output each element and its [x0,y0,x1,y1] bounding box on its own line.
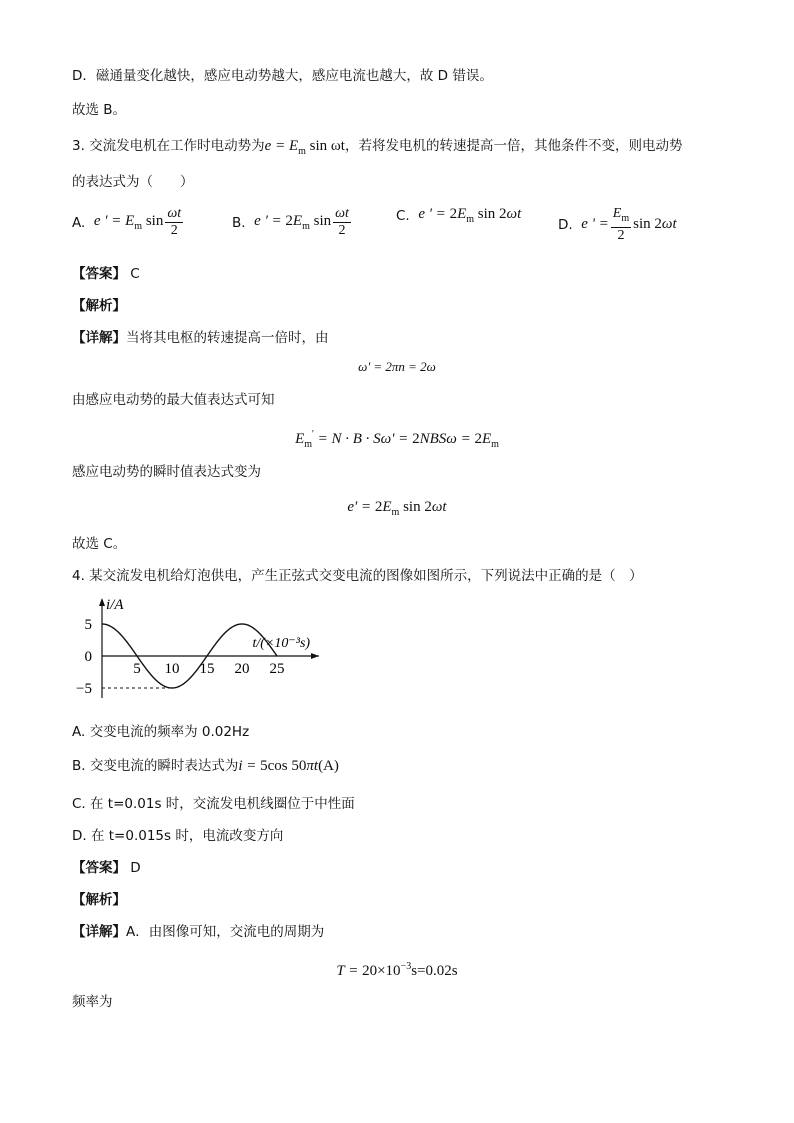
x-tick-label: 20 [234,661,250,677]
q3-detail: 【详解】当将其电枢的转速提高一倍时，由 [72,330,329,346]
q3-text2: 由感应电动势的最大值表达式可知 [72,392,275,408]
q3-option-a[interactable]: A. e ' = $E_m$ sin $\frac{\omega t}{2}$ [72,206,182,238]
q4-option-c[interactable]: C. 在 t=0.01s 时，交流发电机线圈位于中性面 [72,796,355,812]
q4-option-d[interactable]: D. 在 t=0.015s 时，电流改变方向 [72,828,284,844]
y-tick-label: −5 [76,681,92,697]
q3-stem-line2: 的表达式为（ ） [72,174,194,190]
option-c-label: C. [396,207,410,224]
option-a-label: A. [72,214,86,231]
option-d-label: D. [558,216,573,233]
q4-stem: 4. 某交流发电机给灯泡供电，产生正弦式交变电流的图像如图所示，下列说法中正确的是（ ） [72,568,643,584]
y-tick-label: 0 [84,649,92,665]
option-b-label: B. [232,214,246,231]
q4-option-b[interactable]: B. 交变电流的瞬时表达式为i = 5cos 50πt(A) [72,758,339,774]
q3-eq3: $e' = 2E_m$ sin 2ωt [347,499,447,518]
q2-conclusion: 故选 B。 [72,102,127,118]
q3-option-b[interactable]: B. e ' = $2E_m$ sin $\frac{\omega t}{2}$ [232,206,349,238]
x-tick-label: 10 [164,661,180,677]
y-axis-label: i/A [106,597,124,613]
q3-option-d[interactable]: D. e ' = $\frac{E_m}{2}$ sin 2ωt [558,206,677,243]
current-time-graph [62,594,362,706]
x-axis-label: t/(×10⁻³s) [252,636,311,651]
q2-option-d: D．磁通量变化越快，感应电动势越大，感应电流也越大，故 D 错误。 [72,68,493,84]
q3-stem-formula: $e = E_m$ sin ωt [264,138,345,157]
q3-conclusion: 故选 C。 [72,536,127,552]
x-tick-label: 5 [133,661,141,677]
q3-eq2: $E_m' = N \cdot B \cdot S\omega' = 2NBS\omega = 2E_m$ [295,429,499,450]
q4-option-a[interactable]: A. 交变电流的频率为 0.02Hz [72,724,250,740]
q4-analysis-tag: 【解析】 [72,892,126,908]
y-tick-label: 5 [84,617,92,633]
x-tick-label: 15 [199,661,215,677]
q3-answer: 【答案】 C [72,266,140,282]
q4-answer: 【答案】 D [72,860,141,876]
x-axis-arrow [311,653,319,659]
q3-option-c[interactable]: C. e ' = $2E_m$ sin 2ωt [396,206,522,225]
q3-stem-line1 [72,136,682,162]
q3-stem-after: ，若将发电机的转速提高一倍，其他条件不变，则电动势 [344,138,683,154]
q4-text-freq: 频率为 [72,994,113,1010]
q3-stem-before: 3. 交流发电机在工作时电动势为 [72,138,265,154]
x-tick-label: 25 [269,661,285,677]
q4-eq-period: $T = 20\times 10^{-3}s=0.02s$ [336,961,458,979]
q3-eq1: ω' = 2πn = 2ω [358,359,436,374]
q3-analysis-tag: 【解析】 [72,298,126,314]
q3-text3: 感应电动势的瞬时值表达式变为 [72,464,261,480]
q4-detail: 【详解】A．由图像可知，交流电的周期为 [72,924,325,940]
y-axis-arrow [99,598,105,606]
